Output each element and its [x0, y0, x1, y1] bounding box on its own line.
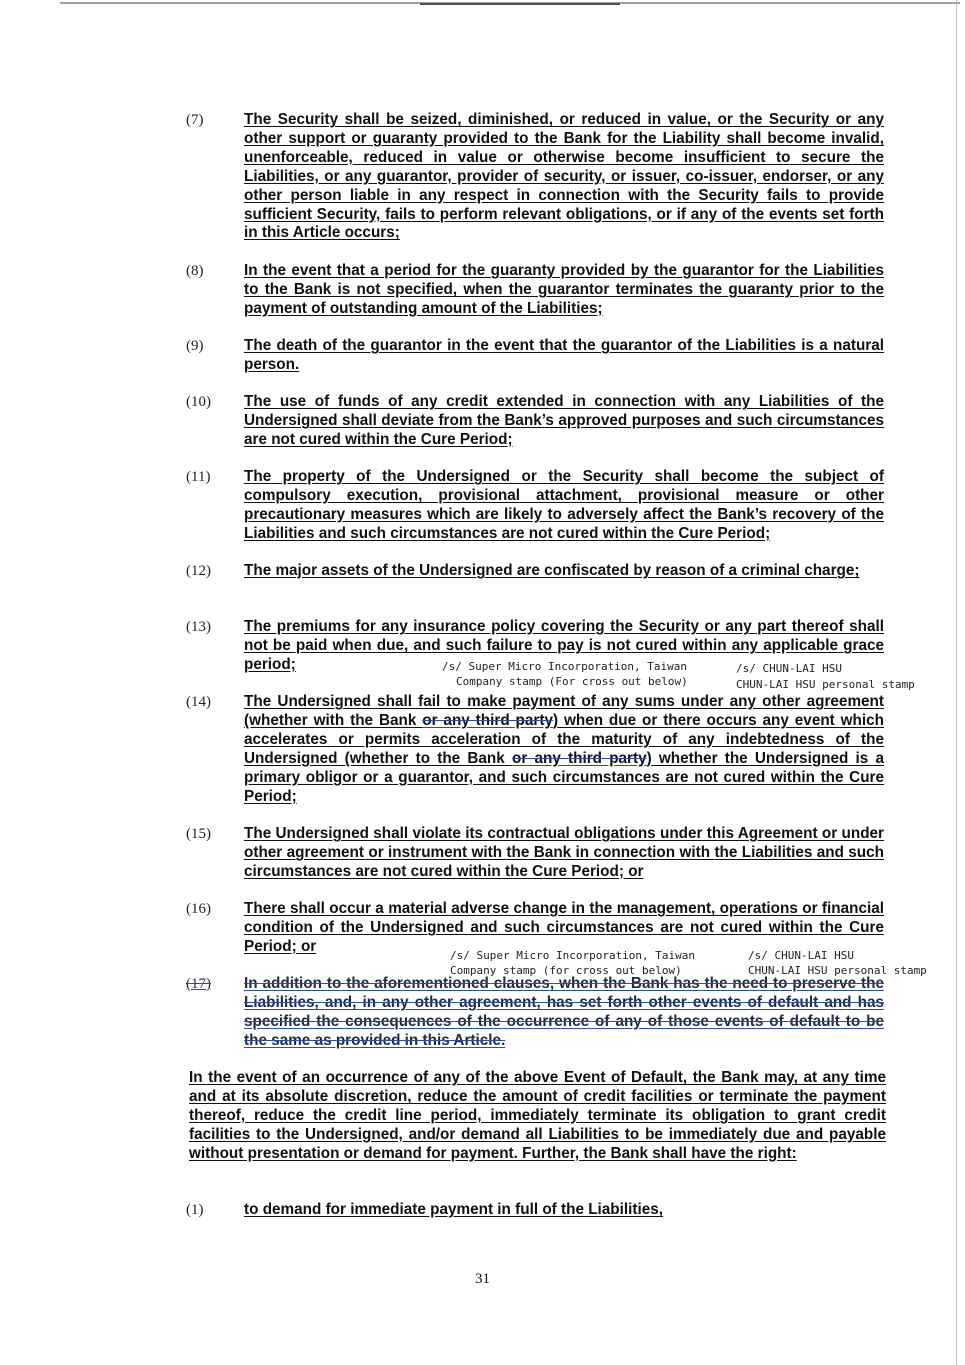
clause-15	[186, 825, 886, 882]
clause-12	[186, 562, 886, 581]
personal-stamp-16: /s/ CHUN-LAI HSU CHUN-LAI HSU personal stamp	[748, 949, 927, 977]
clause-10	[186, 393, 886, 450]
clause-text: The major assets of the Undersigned are confiscated by reason of a criminal charge;	[244, 562, 860, 579]
page-number: 31	[475, 1271, 490, 1287]
clause-number: (16)	[186, 901, 211, 917]
clause-text: The premiums for any insurance policy covering the Security or any part thereof shall not be paid when due, and such failure to pay is not cured within any applicable grace period;	[244, 618, 884, 673]
clause-number: (11)	[186, 469, 211, 485]
company-stamp-13: /s/ Super Micro Incorporation, Taiwan Company stamp (For cross out below)	[442, 660, 688, 688]
clause-text: The use of funds of any credit extended in connection with any Liabilities of the Undersigned shall deviate from the Bank’s approved purposes and such circumstances are not cured within the Cure Period;	[244, 393, 884, 448]
clause-11	[186, 468, 886, 544]
clause-9	[186, 337, 886, 375]
clause-number: (17)	[186, 976, 211, 992]
clause-8	[186, 262, 886, 319]
clause-number: (12)	[186, 563, 211, 579]
clause-text: In addition to the aforementioned clauses, when the Bank has the need to preserve the Liabilities, and, in any other agreement, has set forth other events of default and has specified the consequences of the occurrence of any of those events of default to be the same as provided in this Article.	[244, 975, 884, 1049]
clause-14	[186, 693, 886, 806]
clause-text: The property of the Undersigned or the Security shall become the subject of compulsory execution, provisional attachment, provisional measure or other precautionary measures which are likely to adversely affect the Bank’s recovery of the Liabilities and such circumstances are not cured within the Cure Period;	[244, 468, 884, 542]
clause-text: In the event that a period for the guaranty provided by the guarantor for the Liabilities to the Bank is not specified, when the guarantor terminates the guaranty prior to the payment of outstanding amount of the Liabilities;	[244, 262, 884, 317]
personal-stamp-13: /s/ CHUN-LAI HSU CHUN-LAI HSU personal stamp	[736, 662, 915, 691]
clause-number: (10)	[186, 394, 211, 410]
clause-number: (14)	[186, 694, 211, 710]
company-stamp-16: /s/ Super Micro Incorporation, Taiwan Company stamp (for cross out below)	[450, 949, 696, 977]
scan-right-edge	[956, 0, 957, 1365]
struck-text: or any third party	[511, 749, 647, 767]
closing-paragraph: In the event of an occurrence of any of the above Event of Default, the Bank may, at any time and at its absolute discretion, reduce the amount of credit facilities or terminate the payment thereof, reduce the credit line period, immediately terminate its obligation to grant credit facilities to the Undersigned, and/or demand all Liabilities to be immediately due and payable without presentation or demand for payment. Further, the Bank shall have the right:	[189, 1069, 886, 1162]
clause-text: The death of the guarantor in the event that the guarantor of the Liabilities is a natural person.	[244, 337, 884, 373]
clause-text: The Security shall be seized, diminished, or reduced in value, or the Security or any other support or guaranty provided to the Bank for the Liability shall become invalid, unenforceable, reduced in value or otherwise become insufficient to secure the Liabilities, or any guarantor, provider of security, or issuer, co-issuer, endorser, or any other person liable in any respect in connection with the Security fails to provide sufficient Security, fails to perform relevant obligations, or if any of the events set forth in this Article occurs;	[244, 111, 884, 242]
clause-number: (9)	[186, 338, 204, 354]
remedy-text: to demand for immediate payment in full of the Liabilities,	[244, 1201, 664, 1218]
struck-text: or any third party	[422, 711, 553, 729]
clause-number: (15)	[186, 826, 211, 842]
scan-top-edge-dark	[420, 3, 620, 5]
clause-number: (13)	[186, 619, 211, 635]
clause-7	[186, 111, 886, 243]
remedy-1	[186, 1201, 886, 1220]
clause-number: (7)	[186, 112, 204, 128]
clause-text: The Undersigned shall fail to make payment of any sums under any other agreement (whether with the Bank or any third party) when due or there occurs any event which accelerates or permits acceleration of the maturity of any indebtedness of the Undersigned (whether to the Bank or any third party) whether the Undersigned is a primary obligor or a guarantor, and such circumstances are not cured within the Cure Period;	[244, 693, 885, 805]
clause-17-struck	[186, 975, 886, 1051]
remedy-number: (1)	[186, 1202, 204, 1218]
clause-number: (8)	[186, 263, 204, 279]
clause-text: There shall occur a material adverse change in the management, operations or financial condition of the Undersigned and such circumstances are not cured within the Cure Period; or	[244, 900, 884, 955]
clause-text: The Undersigned shall violate its contractual obligations under this Agreement or under other agreement or instrument with the Bank in connection with the Liabilities and such circumstances are not cured within the Cure Period; or	[244, 825, 884, 880]
